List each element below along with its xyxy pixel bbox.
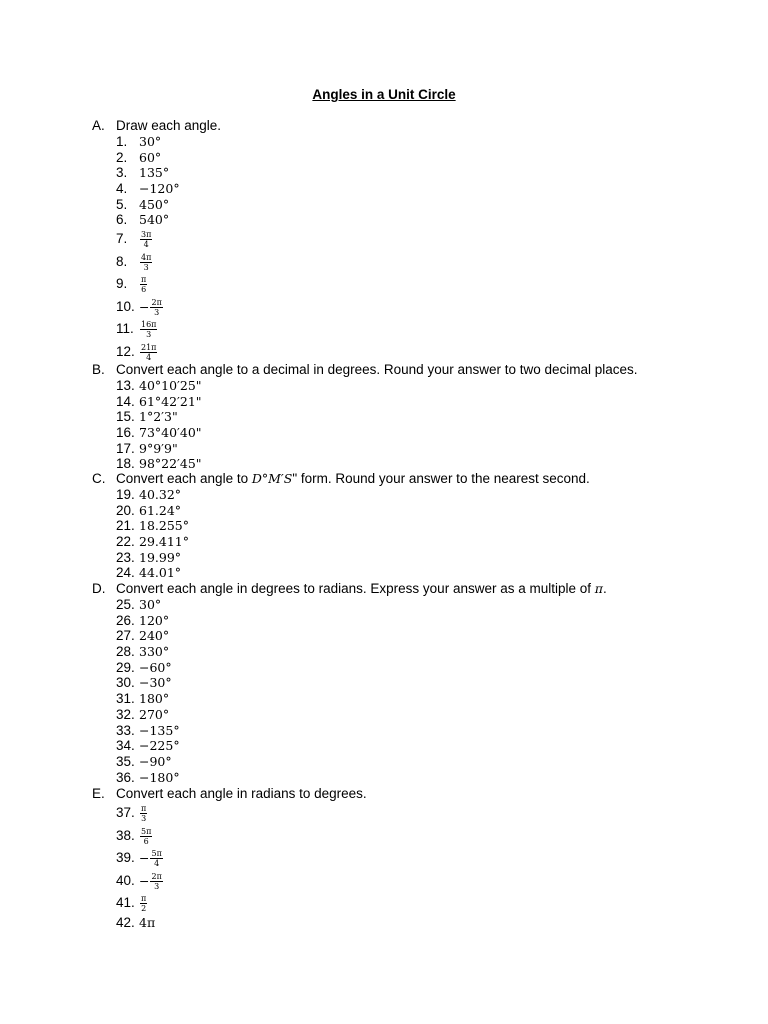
- problem-number: 28.: [116, 644, 135, 660]
- dms-notation: D°M′S: [251, 471, 293, 486]
- fraction: [140, 894, 147, 913]
- instruction-text-after: " form. Round your answer to the nearest second.: [292, 471, 590, 486]
- problem-item: [0, 134, 768, 150]
- problem-number: 41.: [116, 895, 135, 910]
- angle-value: 73°40′40": [139, 425, 202, 441]
- problem-number: 17.: [116, 440, 135, 456]
- problem-number: 33.: [116, 722, 135, 738]
- section-letter: E.: [92, 786, 105, 801]
- page-title: Angles in a Unit Circle: [312, 87, 456, 102]
- numerator: 2π: [151, 871, 162, 881]
- fraction: [150, 872, 162, 891]
- angle-value: 1°2′3": [139, 409, 178, 425]
- denominator: 3: [154, 307, 160, 317]
- problem-item: [0, 251, 768, 274]
- problem-item: [0, 660, 768, 676]
- problem-item: [0, 847, 768, 870]
- fraction: [140, 275, 147, 294]
- problem-item: [0, 707, 768, 723]
- fraction: [140, 230, 152, 249]
- problem-item: [0, 675, 768, 691]
- angle-value: 135°: [139, 165, 170, 181]
- numerator: π: [141, 804, 147, 813]
- problem-item: [0, 825, 768, 848]
- problem-number: 1.: [116, 134, 128, 149]
- minus-sign: −: [139, 850, 150, 866]
- problem-number: 9.: [116, 276, 128, 292]
- problem-number: 5.: [116, 196, 128, 212]
- problem-number: 18.: [116, 456, 135, 472]
- problem-item: [0, 802, 768, 825]
- problem-item: [0, 212, 768, 228]
- fraction-expression: [139, 273, 147, 296]
- problem-item: [0, 534, 768, 550]
- problem-number: 11.: [116, 321, 134, 337]
- problem-number: 25.: [116, 597, 135, 612]
- problem-item: [0, 487, 768, 503]
- section-heading: [0, 581, 768, 597]
- problem-number: 3.: [116, 165, 128, 181]
- problem-number: 15.: [116, 409, 135, 425]
- angle-value: 44.01°: [139, 565, 182, 581]
- instruction-text-before: Convert each angle in degrees to radians. Express your answer as a multiple of: [116, 581, 595, 596]
- problem-item: [0, 503, 768, 519]
- problem-number: 37.: [116, 805, 135, 820]
- item-list: [0, 597, 768, 785]
- item-list: [0, 802, 768, 930]
- problem-item: [0, 892, 768, 915]
- fraction-expression: [139, 825, 152, 848]
- numerator: 5π: [141, 826, 152, 836]
- angle-value: 180°: [139, 691, 170, 707]
- problem-item: [0, 273, 768, 296]
- angle-value: 98°22′45": [139, 456, 202, 472]
- section-instruction: Convert each angle in radians to degrees.: [116, 786, 367, 801]
- problem-item: [0, 691, 768, 707]
- problem-item: [0, 754, 768, 770]
- denominator: 4: [154, 859, 160, 868]
- fraction: [140, 320, 157, 339]
- angle-value: −225°: [139, 738, 180, 754]
- problem-item: [0, 613, 768, 629]
- fraction-expression: [139, 251, 152, 274]
- problem-item: [0, 165, 768, 181]
- minus-sign: −: [139, 872, 150, 888]
- fraction-expression: [139, 802, 147, 825]
- section-e: [0, 786, 768, 930]
- problem-item: [0, 341, 768, 364]
- problem-number: 16.: [116, 425, 135, 441]
- section-heading: [0, 118, 768, 134]
- denominator: 6: [143, 836, 149, 846]
- section-c: [0, 471, 768, 581]
- problem-item: [0, 441, 768, 457]
- problem-item: [0, 628, 768, 644]
- section-letter: D.: [92, 581, 106, 596]
- problem-item: [0, 150, 768, 166]
- numerator: π: [141, 894, 147, 903]
- problem-item: [0, 518, 768, 534]
- numerator: 3π: [141, 230, 152, 240]
- problem-item: [0, 296, 768, 319]
- numerator: 2π: [151, 297, 162, 307]
- angle-value: 30°: [139, 134, 162, 149]
- minus-sign: −: [139, 298, 150, 314]
- angle-value: −60°: [139, 659, 172, 675]
- instruction-text-before: Convert each angle to: [116, 471, 252, 486]
- angle-value: 30°: [139, 597, 162, 612]
- problem-number: 30.: [116, 675, 135, 691]
- problem-number: 22.: [116, 534, 135, 550]
- problem-item: [0, 738, 768, 754]
- problem-number: 4.: [116, 181, 128, 197]
- problem-number: 27.: [116, 628, 135, 644]
- angle-value: 9°9′9": [139, 440, 178, 456]
- numerator: 5π: [151, 849, 162, 858]
- fraction-expression: [139, 228, 152, 251]
- problem-number: 34.: [116, 738, 135, 754]
- section-letter: A.: [92, 118, 105, 133]
- angle-value: 270°: [139, 706, 170, 722]
- angle-value: 18.255°: [139, 518, 189, 534]
- problem-item: [0, 870, 768, 893]
- angle-value: 330°: [139, 644, 170, 660]
- angle-value: −120°: [139, 181, 180, 197]
- fraction: [150, 849, 162, 868]
- section-instruction: Draw each angle.: [116, 118, 222, 133]
- denominator: 3: [143, 262, 149, 272]
- angle-value: 120°: [139, 612, 170, 628]
- section-instruction: [116, 581, 607, 597]
- item-list: [0, 487, 768, 581]
- numerator: 21π: [141, 342, 157, 352]
- problem-item: [0, 228, 768, 251]
- problem-item: [0, 770, 768, 786]
- problem-item: [0, 197, 768, 213]
- denominator: 4: [143, 240, 149, 250]
- problem-number: 36.: [116, 769, 135, 785]
- angle-value: 40.32°: [139, 487, 182, 502]
- angle-value: −180°: [139, 769, 180, 785]
- problem-item: [0, 409, 768, 425]
- fraction-expression: [139, 870, 163, 893]
- denominator: 3: [146, 330, 152, 340]
- problem-number: 13.: [116, 378, 135, 393]
- fraction: [150, 298, 162, 317]
- numerator: π: [141, 275, 147, 285]
- problem-number: 7.: [116, 231, 128, 247]
- denominator: 3: [154, 881, 160, 891]
- section-b: [0, 362, 768, 472]
- problem-item: [0, 394, 768, 410]
- problem-item: [0, 425, 768, 441]
- problem-number: 23.: [116, 549, 135, 565]
- angle-value: 40°10′25": [139, 378, 202, 393]
- problem-number: 39.: [116, 850, 135, 865]
- denominator: 3: [141, 814, 147, 823]
- problem-number: 12.: [116, 343, 135, 359]
- item-list: [0, 134, 768, 363]
- denominator: 6: [141, 285, 147, 295]
- instruction-text-after: .: [602, 581, 607, 596]
- angle-value: 29.411°: [139, 534, 189, 550]
- problem-number: 8.: [116, 253, 128, 269]
- problem-number: 10.: [116, 298, 135, 314]
- angle-value: −90°: [139, 753, 172, 769]
- problem-number: 38.: [116, 827, 135, 843]
- fraction-expression: [139, 341, 157, 364]
- problem-number: 40.: [116, 872, 135, 888]
- angle-value: −30°: [139, 675, 172, 691]
- angle-value: 240°: [139, 628, 170, 644]
- problem-number: 19.: [116, 487, 135, 502]
- section-letter: B.: [92, 362, 105, 377]
- fraction-expression: [139, 892, 147, 915]
- problem-item: [0, 565, 768, 581]
- problem-item: [0, 318, 768, 341]
- denominator: 4: [146, 352, 152, 362]
- fraction: [140, 804, 147, 823]
- item-list: [0, 378, 768, 472]
- pi-symbol: π: [594, 581, 603, 596]
- angle-value: 61.24°: [139, 502, 182, 518]
- fraction-expression: [139, 847, 163, 870]
- problem-number: 29.: [116, 659, 135, 675]
- problem-item: [0, 378, 768, 394]
- denominator: 2: [141, 904, 147, 913]
- problem-item: [0, 915, 768, 931]
- fraction: [140, 253, 152, 272]
- fraction-expression: [139, 296, 163, 319]
- problem-number: 31.: [116, 691, 135, 707]
- numerator: 16π: [141, 320, 157, 330]
- problem-number: 42.: [116, 914, 135, 930]
- angle-value: 450°: [139, 196, 170, 212]
- problem-number: 20.: [116, 502, 135, 518]
- section-heading: [0, 471, 768, 487]
- section-letter: C.: [92, 471, 106, 486]
- section-instruction: [116, 471, 590, 487]
- angle-value: 61°42′21": [139, 393, 202, 409]
- problem-number: 21.: [116, 518, 135, 534]
- angle-value: 4π: [139, 914, 156, 930]
- section-heading: [0, 362, 768, 378]
- problem-item: [0, 644, 768, 660]
- section-a: [0, 118, 768, 363]
- problem-number: 6.: [116, 212, 128, 228]
- section-d: [0, 581, 768, 785]
- problem-number: 14.: [116, 393, 135, 409]
- fraction: [140, 827, 152, 846]
- problem-item: [0, 550, 768, 566]
- angle-value: 60°: [139, 149, 162, 165]
- fraction-expression: [139, 318, 157, 341]
- numerator: 4π: [141, 252, 152, 262]
- section-instruction: Convert each angle to a decimal in degrees. Round your answer to two decimal places.: [116, 362, 638, 377]
- problem-item: [0, 456, 768, 472]
- problem-item: [0, 723, 768, 739]
- problem-number: 32.: [116, 706, 135, 722]
- problem-number: 35.: [116, 753, 135, 769]
- angle-value: 540°: [139, 212, 170, 228]
- problem-item: [0, 597, 768, 613]
- angle-value: −135°: [139, 722, 180, 738]
- problem-number: 24.: [116, 565, 135, 581]
- problem-number: 26.: [116, 612, 135, 628]
- problem-item: [0, 181, 768, 197]
- fraction: [140, 343, 157, 362]
- angle-value: 19.99°: [139, 549, 182, 565]
- problem-number: 2.: [116, 149, 128, 165]
- section-heading: [0, 786, 768, 802]
